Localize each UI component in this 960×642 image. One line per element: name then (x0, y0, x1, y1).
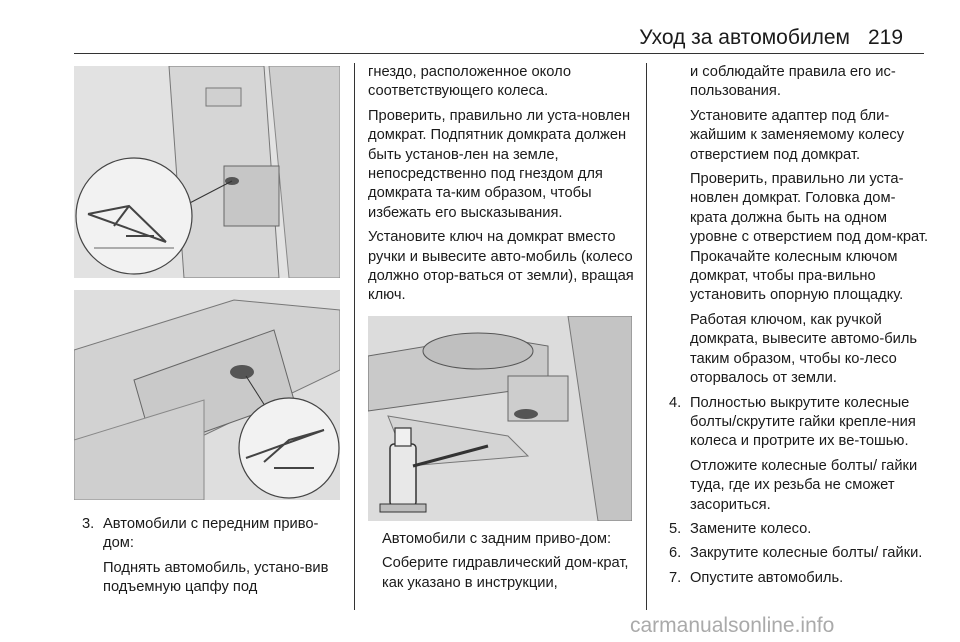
col3-paragraph-1: и соблюдайте правила его ис-пользования. (690, 64, 896, 100)
step-6 (669, 544, 931, 563)
step-3-text: Автомобили с передним приво-дом: (103, 516, 319, 552)
step-7-text: Опустите автомобиль. (690, 569, 844, 586)
step-4-text: Полностью выкрутите колесные болты/скрутите гайки крепле-ния колеса и протрите их ве-тошью. (690, 394, 916, 450)
step-7 (669, 569, 931, 588)
figure-jack-position-front-lower (74, 290, 340, 500)
step-3-number: 3. (82, 516, 95, 532)
step-4-number: 4. (669, 394, 682, 411)
step-4-subtext: Отложите колесные болты/ гайки туда, где их резьба не сможет засориться. (690, 457, 918, 513)
step-3 (82, 515, 344, 554)
col2-paragraph-1: гнездо, расположенное около соответствующего колеса. (368, 64, 571, 100)
page-number: 219 (868, 26, 904, 49)
column-rule-1 (354, 63, 355, 610)
figure-hydraulic-jack-rear (368, 316, 632, 521)
column-1-text (82, 515, 344, 603)
col2-paragraph-2: Проверить, правильно ли уста-новлен домкрат. Подпятник домкрата должен быть установ-лен на земле, непосредственно под гнездом для домкрата та-ким образом, чтобы избежать его высказывания. (368, 107, 631, 221)
step-5-text: Замените колесо. (690, 520, 812, 537)
step-7-number: 7. (669, 569, 682, 586)
col2-paragraph-4: Автомобили с задним приво-дом: (382, 531, 612, 547)
column-2-text-bottom (382, 530, 636, 598)
step-6-number: 6. (669, 545, 682, 562)
header-rule (74, 53, 924, 54)
col3-paragraph-4: Работая ключом, как ручкой домкрата, вывесите автомо-биль таким образом, чтобы ко-лесо оторвалось от земли. (690, 311, 918, 387)
step-5 (669, 520, 931, 539)
col3-paragraph-3: Проверить, правильно ли уста-новлен домкрат. Головка дом-крата должна быть на одном уровне с отверстием под дом-крат. Прокачайте колесным ключом домкрат, чтобы пра-вильно установить опорную площадку. (690, 171, 929, 304)
column-3-text (669, 63, 931, 593)
step-6-text: Закрутите колесные болты/ гайки. (690, 545, 923, 562)
column-rule-2 (646, 63, 647, 610)
col2-paragraph-5: Соберите гидравлический дом-крат, как указано в инструкции, (382, 555, 629, 591)
step-4 (669, 394, 931, 452)
column-2-text-top (368, 63, 636, 311)
watermark: carmanualsonline.info (630, 614, 835, 637)
col2-paragraph-3: Установите ключ на домкрат вместо ручки и вывесите авто-мобиль (колесо должно отор-ваться от земли), вращая ключ. (368, 229, 634, 304)
col3-paragraph-2: Установите адаптер под бли-жайшим к заменяемому колесу отверстием под домкрат. (690, 107, 905, 163)
page-header-title: Уход за автомобилем (639, 26, 850, 49)
step-5-number: 5. (669, 520, 682, 537)
step-3-subtext: Поднять автомобиль, устано-вив подъемную цапфу под (103, 559, 329, 596)
figure-jack-position-front-upper (74, 66, 340, 278)
